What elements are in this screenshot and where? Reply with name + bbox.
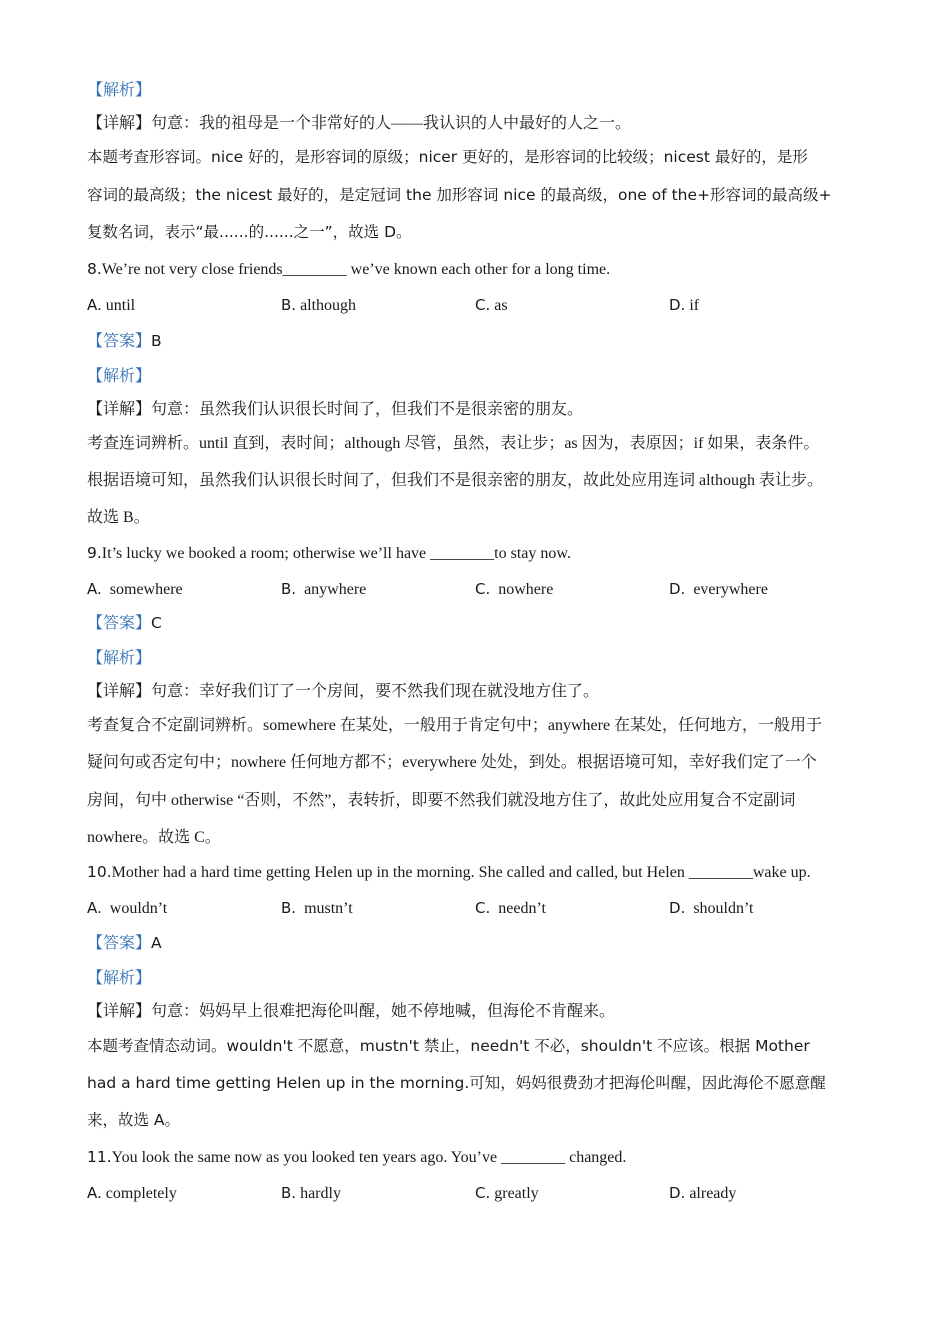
option-a: A. wouldn’t <box>87 899 168 917</box>
answer-line <box>87 933 162 954</box>
option-b: B. hardly <box>281 1184 341 1202</box>
analysis-tag: 【解析】 <box>87 650 152 667</box>
explain-line: 故选 B。 <box>87 509 150 526</box>
explain-line: 来，故选 A。 <box>87 1111 181 1129</box>
question-8-stem <box>87 259 610 280</box>
explain-line: 房间，句中 otherwise “否则，不然”，表转折，即要不然我们就没地方住了，故此处应用复合不定副词 <box>87 792 796 809</box>
detail-line <box>87 114 631 134</box>
option-c: C. needn’t <box>475 899 546 917</box>
detail-label: 【详解】 <box>87 1003 152 1020</box>
question-text: You look the same now as you looked ten years ago. You’ve ________ changed. <box>111 1149 627 1166</box>
option-c: C. greatly <box>475 1184 539 1202</box>
option-a: A. somewhere <box>87 580 183 598</box>
option-b: B. although <box>281 296 357 314</box>
explain-line: 疑问句或否定句中；nowhere 任何地方都不；everywhere 处处，到处。根据语境可知，幸好我们定了一个 <box>87 754 817 771</box>
answer-line <box>87 331 162 352</box>
explain-line: nowhere。故选 C。 <box>87 829 221 846</box>
detail-text: 句意：虽然我们认识很长时间了，但我们不是很亲密的朋友。 <box>151 401 584 418</box>
option-d: D. already <box>669 1184 737 1202</box>
answer-value: A <box>151 934 162 952</box>
explain-line: 本题考查情态动词。wouldn't 不愿意，mustn't 禁止，needn't 不必，shouldn't 不应该。根据 Mother <box>87 1037 810 1055</box>
option-a: A. completely <box>87 1184 177 1202</box>
detail-line <box>87 682 599 702</box>
answer-line <box>87 613 162 634</box>
option-b: B. anywhere <box>281 580 367 598</box>
answer-value: B <box>151 332 162 350</box>
option-d: D. everywhere <box>669 580 768 598</box>
analysis-tag: 【解析】 <box>87 368 152 385</box>
explain-line: 考查复合不定副词辨析。somewhere 在某处，一般用于肯定句中；anywhere 在某处，任何地方，一般用于 <box>87 717 823 734</box>
analysis-tag: 【解析】 <box>87 970 152 987</box>
option-c: C. nowhere <box>475 580 554 598</box>
explain-line: 本题考查形容词。nice 好的，是形容词的原级；nicer 更好的，是形容词的比较级；nicest 最好的，是形 <box>87 148 808 166</box>
answer-tag: 【答案】 <box>87 615 152 632</box>
explain-line: had a hard time getting Helen up in the morning.可知，妈妈很费劲才把海伦叫醒，因此海伦不愿意醒 <box>87 1074 826 1092</box>
question-number: 9. <box>87 544 102 562</box>
option-d: D. shouldn’t <box>669 899 754 917</box>
detail-line <box>87 400 583 420</box>
detail-text: 句意：我的祖母是一个非常好的人——我认识的人中最好的人之一。 <box>151 115 632 132</box>
detail-label: 【详解】 <box>87 401 152 418</box>
question-text: It’s lucky we booked a room; otherwise we’ll have ________to stay now. <box>101 545 571 562</box>
explain-line: 复数名词，表示“最......的......之一”，故选 D。 <box>87 223 412 241</box>
option-d: D. if <box>669 296 700 314</box>
answer-tag: 【答案】 <box>87 935 152 952</box>
question-text: We’re not very close friends________ we’ve known each other for a long time. <box>101 261 611 278</box>
answer-value: C <box>151 614 162 632</box>
option-b: B. mustn’t <box>281 899 353 917</box>
question-number: 11. <box>87 1148 112 1166</box>
analysis-tag: 【解析】 <box>87 82 152 99</box>
explain-line: 考查连词辨析。until 直到，表时间；although 尽管，虽然，表让步；as 因为，表原因；if 如果，表条件。 <box>87 435 820 452</box>
question-text: Mother had a hard time getting Helen up in the morning. She called and called, but Helen ________wake up. <box>111 864 811 881</box>
explain-line: 容词的最高级；the nicest 最好的，是定冠词 the 加形容词 nice 的最高级，one of the+形容词的最高级+ <box>87 186 832 204</box>
answer-tag: 【答案】 <box>87 333 152 350</box>
option-c: C. as <box>475 296 508 314</box>
explain-line: 根据语境可知，虽然我们认识很长时间了，但我们不是很亲密的朋友，故此处应用连词 although 表让步。 <box>87 472 823 489</box>
detail-label: 【详解】 <box>87 115 152 132</box>
detail-text: 句意：幸好我们订了一个房间，要不然我们现在就没地方住了。 <box>151 683 600 700</box>
question-number: 8. <box>87 260 102 278</box>
question-11-stem <box>87 1147 626 1168</box>
question-10-stem <box>87 862 811 883</box>
detail-label: 【详解】 <box>87 683 152 700</box>
question-number: 10. <box>87 863 112 881</box>
option-a: A. until <box>87 296 136 314</box>
detail-text: 句意：妈妈早上很难把海伦叫醒，她不停地喊，但海伦不肯醒来。 <box>151 1003 616 1020</box>
detail-line <box>87 1002 615 1022</box>
question-9-stem <box>87 543 571 564</box>
